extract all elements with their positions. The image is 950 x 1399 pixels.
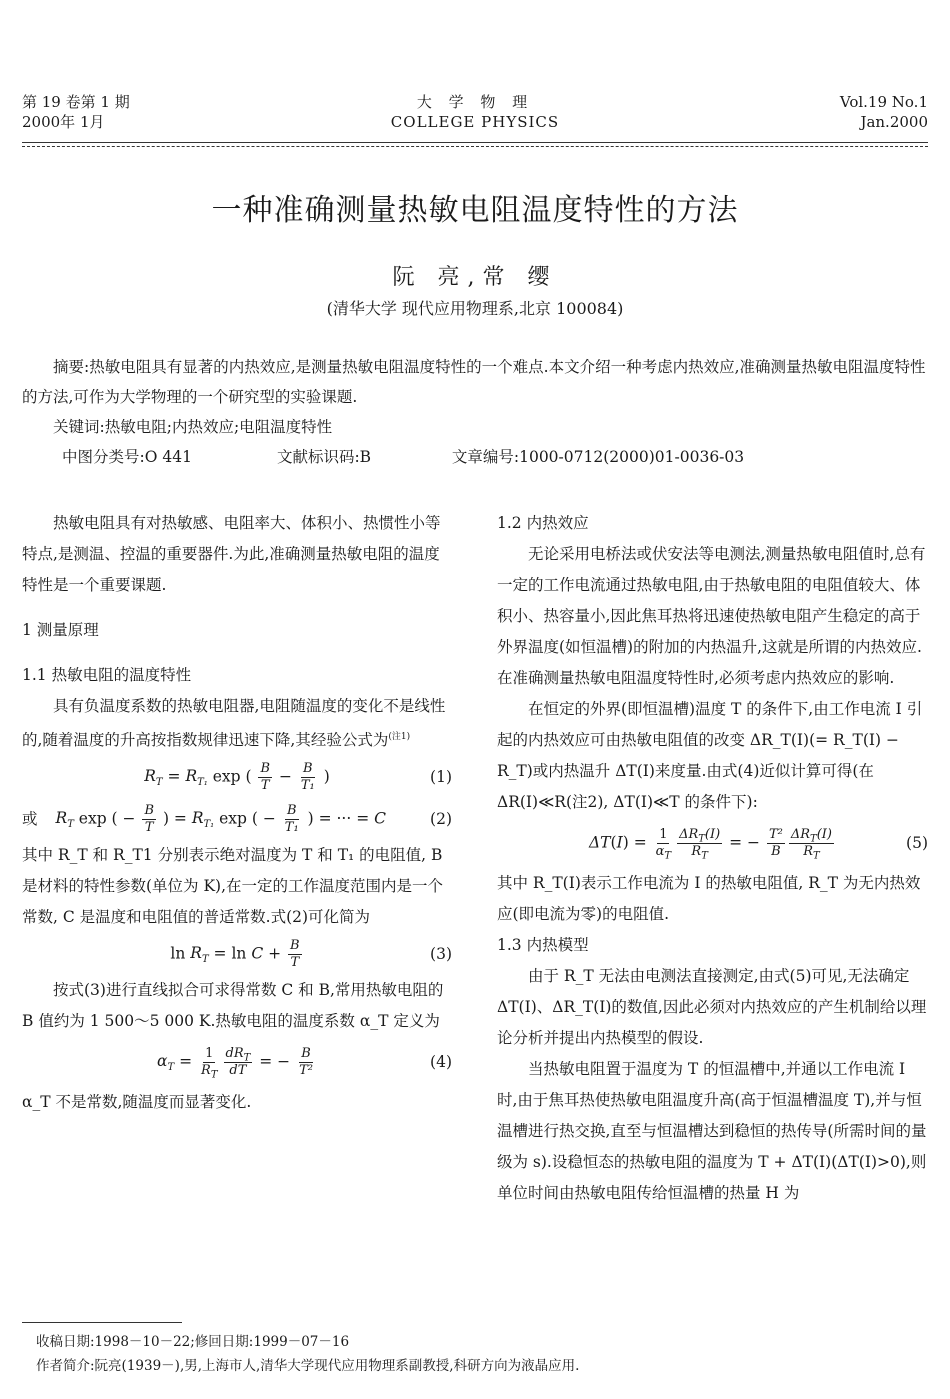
- footnote-marker: (注1): [388, 732, 411, 742]
- subsection-heading: 1.1 热敏电阻的温度特性: [22, 666, 192, 684]
- paper-affiliation: (清华大学 现代应用物理系,北京 100084): [326, 299, 624, 318]
- equation-prefix: 或: [22, 809, 38, 828]
- received-date: 收稿日期:1998－10－22;修回日期:1999－07－16: [36, 1334, 350, 1350]
- abstract-block: [22, 352, 928, 472]
- paragraph: 无论采用电桥法或伏安法等电测法,测量热敏电阻值时,总有一定的工作电流通过热敏电阻,由于热敏电阻的电阻值较大、体积小、热容量小,因此焦耳热将迅速使热敏电阻产生稳定的高于外界温度(如恒温槽)的附加的内热温升,这就是所谓的内热效应.在准确测量热敏电阻温度特性时,必须考虑内热效应的影响.: [497, 545, 926, 687]
- paragraph: 其中 R_T 和 R_T1 分别表示绝对温度为 T 和 T₁ 的电阻值, B 是材料的特性参数(单位为 K),在一定的工作温度范围内是一个常数, C 是温度和电阻值的普适常数.式(2)可化简为: [22, 846, 444, 927]
- paragraph: 当热敏电阻置于温度为 T 的恒温槽中,并通以工作电流 I 时,由于焦耳热使热敏电阻温度升高(高于恒温槽温度 T),并与恒温槽进行热交换,直至与恒温槽达到稳恒的热传导(所需时间的量级为 s).设稳恒态的热敏电阻的温度为 T + ΔT(I)(ΔT(I)>0),则单位时间由热敏电阻传给恒温槽的热量 H 为: [497, 1060, 927, 1202]
- journal-volume-en: [840, 92, 928, 132]
- keywords: 关键词:热敏电阻;内热效应;电阻温度特性: [53, 418, 333, 436]
- header-rule: [22, 142, 928, 143]
- volume-issue: 第 19 卷第 1 期: [22, 93, 130, 111]
- equation-1: $R_T = R_{T_1}$ exp ( $\frac{B}{T}$ − $\frac{B}{\text{T₁}}$ ) (1): [144, 760, 452, 793]
- equation-5: ΔT(I) = $\frac{1}{\alpha_T}$ $\frac{\Delta R_T(I)}{R_T}$ = − $\frac{\text{T²}}{B}$ $\frac{\Delta R_T(I)}{R_T}$ (5): [588, 826, 928, 862]
- paper-authors: 阮 亮,常 缨: [392, 265, 558, 290]
- equation-4: $\alpha_T$ = $\frac{1}{R_T}$ $\frac{dR_T}{dT}$ = − $\frac{B}{\text{T²}}$ (4): [157, 1045, 452, 1081]
- footnotes: [36, 1330, 579, 1378]
- header-rule-dashed: [22, 146, 928, 147]
- paper-title: 一种准确测量热敏电阻温度特性的方法: [211, 193, 739, 228]
- clc-number: 中图分类号:O 441: [62, 448, 192, 466]
- volume-issue-en: Vol.19 No.1: [839, 93, 928, 111]
- paragraph: 在恒定的外界(即恒温槽)温度 T 的条件下,由工作电流 I 引起的内热效应可由热敏电阻值的改变 ΔR_T(I)(= R_T(I) − R_T)或内热温升 ΔT(I)来度量.由式(4)近似计算可得(在 ΔR(I)≪R(注2), ΔT(I)≪T 的条件下):: [497, 700, 923, 811]
- journal-name-en: COLLEGE PHYSICS: [390, 113, 560, 131]
- paragraph: 由于 R_T 无法由电测法直接测定,由式(5)可见,无法确定 ΔT(I)、ΔR_T(I)的数值,因此必须对内热效应的产生机制给以理论分析并提出内热模型的假设.: [497, 967, 927, 1047]
- equation-number: (1): [430, 767, 452, 786]
- document-code: 文献标识码:B: [276, 448, 372, 466]
- subsection-heading: 1.3 内热模型: [497, 936, 589, 954]
- paragraph: α_T 不是常数,随温度而显著变化.: [22, 1093, 252, 1112]
- section-heading: 1 测量原理: [22, 621, 99, 639]
- equation-number: (5): [906, 833, 928, 852]
- author-bio: 作者简介:阮亮(1939－),男,上海市人,清华大学现代应用物理系副教授,科研方向为液晶应用.: [36, 1358, 580, 1374]
- equation-number: (3): [430, 944, 452, 963]
- paragraph: [22, 691, 452, 756]
- left-column: [22, 508, 452, 1118]
- subsection-heading: 1.2 内热效应: [497, 514, 589, 532]
- equation-2: 或 $R_T$ exp ( − $\frac{B}{T}$ ) = $R_{T_1}$ exp ( − $\frac{B}{\text{T₁}}$ ) = ··· = C (2): [22, 802, 452, 835]
- classification-row: [22, 442, 928, 472]
- intro-paragraph: 热敏电阻具有对热敏感、电阻率大、体积小、热惯性小等特点,是测温、控温的重要器件.为此,准确测量热敏电阻的温度特性是一个重要课题.: [22, 514, 441, 594]
- paragraph: 其中 R_T(I)表示工作电流为 I 的热敏电阻值, R_T 为无内热效应(即电流为零)的电阻值.: [497, 874, 921, 923]
- publication-date-en: Jan.2000: [860, 113, 928, 131]
- equation-number: (4): [430, 1052, 452, 1071]
- equation-number: (2): [430, 809, 452, 828]
- right-column: [497, 508, 928, 1209]
- footnote-rule: [22, 1322, 182, 1323]
- journal-name-cn: 大 学 物 理: [416, 93, 534, 111]
- journal-name: [0, 92, 950, 132]
- paragraph-text: 具有负温度系数的热敏电阻器,电阻随温度的变化不是线性的,随着温度的升高按指数规律迅速下降,其经验公式为: [22, 697, 446, 750]
- paragraph: 按式(3)进行直线拟合可求得常数 C 和 B,常用热敏电阻的 B 值约为 1 500～5 000 K.热敏电阻的温度系数 α_T 定义为: [22, 981, 444, 1031]
- publication-date: 2000年 1月: [22, 113, 105, 131]
- equation-3: $\ln R_T = \ln C$ + $\frac{B}{T}$ (3): [170, 937, 452, 970]
- article-number: 文章编号:1000-0712(2000)01-0036-03: [451, 448, 745, 466]
- abstract-text: 摘要:热敏电阻具有显著的内热效应,是测量热敏电阻温度特性的一个难点.本文介绍一种考虑内热效应,准确测量热敏电阻温度特性的方法,可作为大学物理的一个研究型的实验课题.: [22, 358, 926, 406]
